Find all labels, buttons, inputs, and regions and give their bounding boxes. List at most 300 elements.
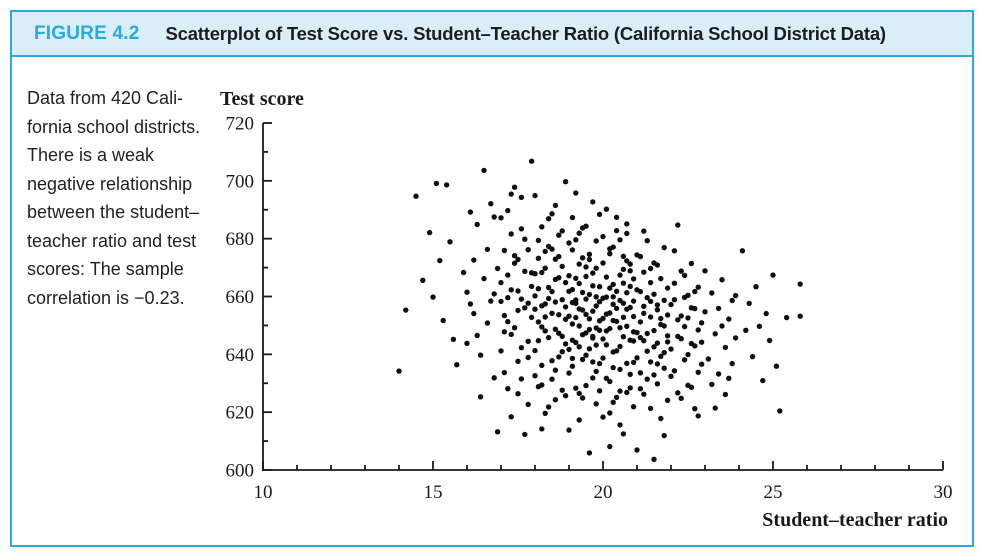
caption-line: Data from 420 Cali- bbox=[27, 88, 184, 108]
data-point bbox=[726, 316, 731, 321]
data-point bbox=[502, 313, 507, 318]
data-point bbox=[713, 331, 718, 336]
data-point bbox=[604, 342, 609, 347]
data-point bbox=[628, 385, 633, 390]
data-point bbox=[420, 278, 425, 283]
data-point bbox=[621, 334, 626, 339]
data-point bbox=[515, 308, 520, 313]
data-point bbox=[546, 296, 551, 301]
data-point bbox=[617, 367, 622, 372]
data-point bbox=[573, 237, 578, 242]
data-point bbox=[573, 315, 578, 320]
data-point bbox=[648, 314, 653, 319]
caption-line: teacher ratio and test bbox=[27, 230, 197, 251]
data-point bbox=[475, 222, 480, 227]
data-point bbox=[529, 159, 534, 164]
data-point bbox=[594, 238, 599, 243]
data-point bbox=[505, 319, 510, 324]
data-point bbox=[464, 290, 469, 295]
data-point bbox=[529, 315, 534, 320]
data-point bbox=[662, 433, 667, 438]
data-point bbox=[512, 325, 517, 330]
data-point bbox=[454, 362, 459, 367]
data-point bbox=[519, 226, 524, 231]
data-point bbox=[560, 297, 565, 302]
data-point bbox=[696, 413, 701, 418]
data-point bbox=[628, 372, 633, 377]
data-point bbox=[441, 318, 446, 323]
data-point bbox=[645, 331, 650, 336]
data-point bbox=[743, 328, 748, 333]
data-point bbox=[597, 212, 602, 217]
data-point bbox=[696, 327, 701, 332]
data-point bbox=[509, 414, 514, 419]
data-point bbox=[526, 247, 531, 252]
data-point bbox=[730, 361, 735, 366]
data-point bbox=[682, 324, 687, 329]
data-point bbox=[692, 343, 697, 348]
data-point bbox=[553, 203, 558, 208]
data-point bbox=[696, 370, 701, 375]
data-point bbox=[522, 237, 527, 242]
data-point bbox=[709, 290, 714, 295]
data-point bbox=[539, 363, 544, 368]
data-point bbox=[447, 239, 452, 244]
data-point bbox=[685, 315, 690, 320]
data-point bbox=[679, 396, 684, 401]
data-point bbox=[594, 369, 599, 374]
data-point bbox=[566, 370, 571, 375]
data-point bbox=[621, 431, 626, 436]
caption-line: negative relationship bbox=[27, 173, 193, 194]
data-point bbox=[638, 386, 643, 391]
data-point bbox=[607, 285, 612, 290]
y-tick-label: 640 bbox=[225, 344, 254, 366]
data-point bbox=[539, 426, 544, 431]
data-point bbox=[556, 312, 561, 317]
caption-line: between the student– bbox=[27, 202, 200, 222]
data-point bbox=[641, 270, 646, 275]
data-point bbox=[702, 309, 707, 314]
data-point bbox=[515, 288, 520, 293]
data-point bbox=[699, 320, 704, 325]
data-point bbox=[648, 280, 653, 285]
data-point bbox=[583, 353, 588, 358]
data-point bbox=[648, 266, 653, 271]
data-point bbox=[444, 182, 449, 187]
data-point bbox=[543, 411, 548, 416]
data-point bbox=[672, 368, 677, 373]
data-point bbox=[624, 390, 629, 395]
data-point bbox=[614, 289, 619, 294]
data-point bbox=[583, 296, 588, 301]
data-point bbox=[668, 302, 673, 307]
data-point bbox=[702, 268, 707, 273]
data-point bbox=[566, 427, 571, 432]
data-point bbox=[750, 354, 755, 359]
data-point bbox=[611, 400, 616, 405]
data-point bbox=[546, 216, 551, 221]
data-point bbox=[580, 395, 585, 400]
data-point bbox=[478, 353, 483, 358]
data-point bbox=[583, 224, 588, 229]
data-point bbox=[638, 319, 643, 324]
data-point bbox=[645, 377, 650, 382]
data-point bbox=[723, 345, 728, 350]
data-point bbox=[594, 266, 599, 271]
data-point bbox=[532, 271, 537, 276]
data-point bbox=[495, 266, 500, 271]
data-point bbox=[645, 349, 650, 354]
data-point bbox=[614, 319, 619, 324]
data-point bbox=[621, 301, 626, 306]
data-point bbox=[685, 293, 690, 298]
data-point bbox=[577, 417, 582, 422]
data-point bbox=[689, 385, 694, 390]
data-point bbox=[747, 301, 752, 306]
data-point bbox=[675, 334, 680, 339]
data-point bbox=[611, 365, 616, 370]
data-point bbox=[587, 252, 592, 257]
data-point bbox=[532, 293, 537, 298]
data-point bbox=[634, 330, 639, 335]
x-tick-label: 20 bbox=[593, 482, 613, 503]
data-point bbox=[590, 283, 595, 288]
caption-line: scores: The sample bbox=[27, 259, 184, 279]
data-point bbox=[631, 276, 636, 281]
data-point bbox=[556, 354, 561, 359]
data-point bbox=[764, 311, 769, 316]
data-point bbox=[672, 281, 677, 286]
data-point bbox=[536, 286, 541, 291]
data-point bbox=[526, 339, 531, 344]
data-point bbox=[662, 245, 667, 250]
data-point bbox=[532, 193, 537, 198]
data-point bbox=[573, 190, 578, 195]
data-point bbox=[566, 314, 571, 319]
data-point bbox=[617, 237, 622, 242]
data-point bbox=[495, 429, 500, 434]
data-point bbox=[682, 273, 687, 278]
data-point bbox=[498, 348, 503, 353]
data-point bbox=[526, 301, 531, 306]
data-point bbox=[628, 268, 633, 273]
data-point bbox=[549, 246, 554, 251]
data-point bbox=[641, 228, 646, 233]
data-point bbox=[566, 273, 571, 278]
data-point bbox=[662, 350, 667, 355]
data-point bbox=[689, 305, 694, 310]
data-point bbox=[668, 346, 673, 351]
data-point bbox=[536, 319, 541, 324]
data-point bbox=[604, 376, 609, 381]
data-point bbox=[515, 359, 520, 364]
data-point bbox=[696, 285, 701, 290]
data-point bbox=[594, 342, 599, 347]
data-point bbox=[672, 248, 677, 253]
data-point bbox=[522, 432, 527, 437]
data-point bbox=[570, 300, 575, 305]
data-point bbox=[594, 294, 599, 299]
data-point bbox=[590, 334, 595, 339]
data-point bbox=[665, 339, 670, 344]
data-point bbox=[577, 344, 582, 349]
data-point bbox=[560, 264, 565, 269]
data-point bbox=[760, 378, 765, 383]
data-point bbox=[600, 296, 605, 301]
data-point bbox=[577, 281, 582, 286]
data-point bbox=[716, 371, 721, 376]
data-point bbox=[485, 247, 490, 252]
data-point bbox=[679, 313, 684, 318]
data-point bbox=[434, 181, 439, 186]
data-point bbox=[570, 338, 575, 343]
data-point bbox=[492, 291, 497, 296]
data-point bbox=[539, 303, 544, 308]
data-point bbox=[600, 316, 605, 321]
data-point bbox=[655, 361, 660, 366]
data-point bbox=[556, 233, 561, 238]
data-point bbox=[505, 208, 510, 213]
data-point bbox=[553, 277, 558, 282]
y-tick-label: 620 bbox=[225, 402, 254, 424]
data-point bbox=[464, 341, 469, 346]
data-point bbox=[699, 362, 704, 367]
data-point bbox=[648, 406, 653, 411]
data-point bbox=[492, 214, 497, 219]
data-point bbox=[570, 215, 575, 220]
data-point bbox=[509, 287, 514, 292]
data-point bbox=[604, 207, 609, 212]
data-point bbox=[451, 337, 456, 342]
data-point bbox=[662, 323, 667, 328]
data-point bbox=[706, 356, 711, 361]
data-point bbox=[611, 294, 616, 299]
data-point bbox=[519, 345, 524, 350]
data-point bbox=[481, 168, 486, 173]
data-point bbox=[396, 368, 401, 373]
data-point bbox=[566, 347, 571, 352]
data-point bbox=[689, 261, 694, 266]
data-point bbox=[723, 392, 728, 397]
y-tick-label: 680 bbox=[225, 229, 254, 251]
data-point bbox=[617, 325, 622, 330]
data-point bbox=[512, 253, 517, 258]
data-point bbox=[512, 185, 517, 190]
data-point bbox=[597, 388, 602, 393]
data-point bbox=[648, 299, 653, 304]
data-point bbox=[624, 290, 629, 295]
data-point bbox=[577, 391, 582, 396]
data-point bbox=[468, 209, 473, 214]
data-point bbox=[502, 370, 507, 375]
data-point bbox=[611, 349, 616, 354]
data-point bbox=[621, 267, 626, 272]
data-point bbox=[719, 323, 724, 328]
figure-number-label: FIGURE 4.2 bbox=[34, 22, 140, 44]
data-point bbox=[580, 357, 585, 362]
data-point bbox=[532, 373, 537, 378]
data-point bbox=[560, 228, 565, 233]
data-point bbox=[638, 370, 643, 375]
data-point bbox=[543, 314, 548, 319]
data-point bbox=[539, 270, 544, 275]
data-point bbox=[577, 323, 582, 328]
data-point bbox=[532, 348, 537, 353]
y-tick-label: 720 bbox=[225, 113, 254, 135]
data-point bbox=[539, 224, 544, 229]
data-point bbox=[403, 307, 408, 312]
data-point bbox=[529, 284, 534, 289]
data-point bbox=[604, 311, 609, 316]
data-point bbox=[665, 333, 670, 338]
data-point bbox=[699, 340, 704, 345]
data-point bbox=[553, 299, 558, 304]
data-point bbox=[607, 410, 612, 415]
data-point bbox=[549, 289, 554, 294]
data-point bbox=[549, 211, 554, 216]
data-point bbox=[519, 296, 524, 301]
data-point bbox=[641, 311, 646, 316]
data-point bbox=[560, 349, 565, 354]
data-point bbox=[580, 332, 585, 337]
data-point bbox=[617, 272, 622, 277]
data-point bbox=[798, 314, 803, 319]
data-point bbox=[587, 257, 592, 262]
data-point bbox=[549, 358, 554, 363]
data-point bbox=[600, 355, 605, 360]
data-point bbox=[600, 414, 605, 419]
data-point bbox=[532, 307, 537, 312]
x-tick-label: 15 bbox=[423, 482, 443, 503]
data-point bbox=[770, 272, 775, 277]
data-point bbox=[658, 316, 663, 321]
data-point bbox=[580, 290, 585, 295]
data-point bbox=[726, 376, 731, 381]
data-point bbox=[621, 281, 626, 286]
data-point bbox=[563, 280, 568, 285]
data-point bbox=[498, 280, 503, 285]
data-point bbox=[607, 251, 612, 256]
data-point bbox=[505, 386, 510, 391]
data-point bbox=[522, 269, 527, 274]
data-point bbox=[430, 294, 435, 299]
data-point bbox=[655, 381, 660, 386]
data-point bbox=[590, 359, 595, 364]
data-point bbox=[587, 316, 592, 321]
data-point bbox=[563, 393, 568, 398]
data-point bbox=[498, 215, 503, 220]
data-point bbox=[570, 247, 575, 252]
data-point bbox=[665, 285, 670, 290]
data-point bbox=[617, 422, 622, 427]
data-point bbox=[543, 266, 548, 271]
data-point bbox=[614, 228, 619, 233]
data-point bbox=[587, 292, 592, 297]
data-point bbox=[730, 298, 735, 303]
data-point bbox=[570, 321, 575, 326]
data-point bbox=[505, 272, 510, 277]
data-point bbox=[607, 444, 612, 449]
data-point bbox=[682, 357, 687, 362]
data-point bbox=[767, 338, 772, 343]
data-point bbox=[478, 394, 483, 399]
x-tick-label: 10 bbox=[253, 482, 273, 503]
data-point bbox=[573, 276, 578, 281]
data-point bbox=[777, 408, 782, 413]
data-point bbox=[716, 306, 721, 311]
data-point bbox=[611, 302, 616, 307]
data-point bbox=[468, 301, 473, 306]
data-point bbox=[621, 254, 626, 259]
caption-line: fornia school districts. bbox=[27, 116, 201, 137]
data-point bbox=[526, 355, 531, 360]
data-point bbox=[740, 248, 745, 253]
data-point bbox=[634, 252, 639, 257]
data-point bbox=[553, 397, 558, 402]
data-point bbox=[634, 355, 639, 360]
data-point bbox=[502, 248, 507, 253]
data-point bbox=[668, 374, 673, 379]
data-point bbox=[611, 244, 616, 249]
data-point bbox=[587, 450, 592, 455]
data-point bbox=[614, 395, 619, 400]
data-point bbox=[590, 375, 595, 380]
data-point bbox=[590, 199, 595, 204]
data-point bbox=[600, 336, 605, 341]
data-point bbox=[641, 304, 646, 309]
data-point bbox=[594, 401, 599, 406]
caption-line: correlation is −0.23. bbox=[27, 287, 185, 308]
data-point bbox=[546, 335, 551, 340]
data-point bbox=[471, 257, 476, 262]
data-point bbox=[675, 222, 680, 227]
data-point bbox=[662, 366, 667, 371]
data-point bbox=[655, 262, 660, 267]
data-point bbox=[631, 314, 636, 319]
data-point bbox=[655, 307, 660, 312]
data-point bbox=[583, 383, 588, 388]
data-point bbox=[675, 390, 680, 395]
data-point bbox=[577, 261, 582, 266]
data-point bbox=[624, 361, 629, 366]
data-point bbox=[679, 268, 684, 273]
data-point bbox=[577, 231, 582, 236]
data-point bbox=[597, 284, 602, 289]
x-tick-label: 30 bbox=[933, 482, 953, 503]
data-point bbox=[413, 194, 418, 199]
x-tick-label: 25 bbox=[763, 482, 783, 503]
data-point bbox=[536, 238, 541, 243]
data-point bbox=[617, 344, 622, 349]
data-point bbox=[563, 304, 568, 309]
data-point bbox=[594, 303, 599, 308]
data-point bbox=[628, 338, 633, 343]
data-point bbox=[566, 240, 571, 245]
data-point bbox=[798, 281, 803, 286]
data-point bbox=[600, 260, 605, 265]
data-point bbox=[784, 315, 789, 320]
data-point bbox=[553, 368, 558, 373]
data-point bbox=[543, 249, 548, 254]
data-point bbox=[604, 328, 609, 333]
data-point bbox=[658, 276, 663, 281]
data-point bbox=[543, 328, 548, 333]
data-point bbox=[556, 254, 561, 259]
caption-line: There is a weak bbox=[27, 145, 155, 165]
data-point bbox=[709, 382, 714, 387]
data-point bbox=[628, 284, 633, 289]
